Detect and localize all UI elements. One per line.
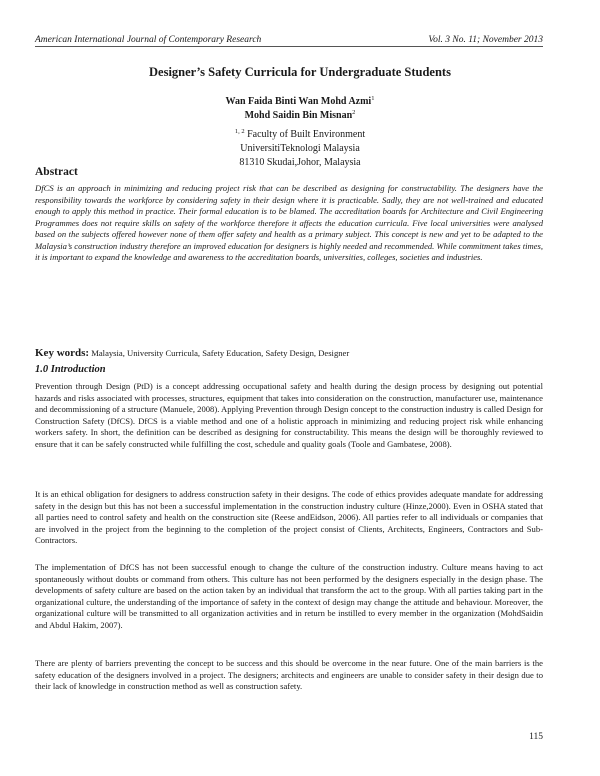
author-block bbox=[0, 95, 600, 170]
journal-name: American International Journal of Contemporary Research bbox=[35, 35, 262, 45]
keywords-text: Malaysia, University Curricula, Safety Education, Safety Design, Designer bbox=[89, 348, 350, 358]
affiliation-line-2: UniversitiTeknologi Malaysia bbox=[240, 143, 360, 154]
paragraph: The implementation of DfCS has not been successful enough to change the culture of the construction industry. Culture means having to act spontaneously without doubts or command from others. This culture has not been performed by the designers especially in the design phase. The developments of safety culture are based on the action taken by an individual that transform the act to the group. With all parties taking part in the organizational culture, the understanding of the importance of safety in the context of design may change the attitude and behaviour. Moreover, the organizational culture will be transmitted to all organization activities and in return be instilled to every member in the organization (MohdSaidin and Abdul Hakim, 2007). bbox=[35, 562, 543, 630]
paragraph: There are plenty of barriers preventing the concept to be success and this should be overcome in the near future. One of the main barriers is the safety education of the designers involved in a project. The designers; architects and engineers are unable to consider safety in their design due to their lack of knowledge in construction method as well as construction safety. bbox=[35, 658, 543, 691]
section-heading: 1.0 Introduction bbox=[35, 364, 106, 375]
author-2-mark: 2 bbox=[352, 109, 356, 116]
affiliation-marks: 1, 2 bbox=[234, 128, 245, 135]
affiliation bbox=[0, 128, 600, 170]
author-1-name: Wan Faida Binti Wan Mohd Azmi bbox=[225, 96, 372, 107]
paper-title: Designer’s Safety Curricula for Undergraduate Students bbox=[149, 65, 451, 79]
abstract-heading: Abstract bbox=[35, 166, 78, 178]
paragraph: Prevention through Design (PtD) is a concept addressing occupational safety and health during the design process by designing out potential hazards and risks associated with processes, structures, equipment that takes into consideration on the construction, manufacturer use, maintenance and decommissioning of a structure (Manuele, 2008). Applying Prevention through Design concept to the construction industry is called Design for Construction Safety (DfCS). DfCS is a viable method and one of a holistic approach in minimizing and reducing project risk while enhancing workers safety. In short, the definition can be described as designing for constructability. This means the design will be thoroughly reviewed to ensure that it can be safely constructed while fulfilling the cost, schedule and quality goals (Toole and Gambatese, 2008). bbox=[35, 381, 543, 449]
keywords-label: Key words: bbox=[35, 347, 90, 359]
paragraph: It is an ethical obligation for designers to address construction safety in their designs. The code of ethics provides adequate mandate for addressing safety in the design but this has not been a successful implementation in the construction industry culture (Hinze,2000). Even in OSHA stated that all parties need to control safety and health on the construction site (Reese andEidson, 2006). All parties refer to all individuals or companies that are involved in the project from the beginning to the completion of the project consist of Clients, Architects, Engineers, Contractors and Sub-Contractors. bbox=[35, 489, 543, 545]
running-header bbox=[35, 35, 543, 47]
affiliation-line-3: 81310 Skudai,Johor, Malaysia bbox=[239, 157, 361, 168]
author-1 bbox=[0, 95, 600, 109]
page-number: 115 bbox=[529, 732, 543, 742]
author-1-mark: 1 bbox=[371, 95, 375, 102]
keywords bbox=[35, 347, 543, 359]
author-2 bbox=[0, 109, 600, 123]
abstract-text: DfCS is an approach in minimizing and reducing project risk that can be described as designing for constructability. The designers have the responsibility towards the workforce by considering safety in their design where it is practicable. Sadly, they are not well-trained and educated enough to apply this method in practice. Their formal education is to be blamed. The accreditation boards for Architecture and Civil Engineering Programmes does not require skills on safety of the workforce therefore it affects the education curricula. Five local universities were analysed based on the subjects offered however none of them offer safety and health as a primary subject. This concept is new and yet to be adapted to the Malaysia’s construction industry therefore an improved education for designers is highly needed and recommended. While commitment takes times, it is important to expand the knowledge and awareness to the accreditation boards, universities, colleges, societies and industries. bbox=[35, 183, 543, 262]
affiliation-line-1: $^{1, 2}$ Faculty of Built Environment bbox=[234, 128, 366, 140]
author-2-name: Mohd Saidin Bin Misnan bbox=[244, 110, 353, 121]
issue-info: Vol. 3 No. 11; November 2013 bbox=[428, 35, 543, 45]
